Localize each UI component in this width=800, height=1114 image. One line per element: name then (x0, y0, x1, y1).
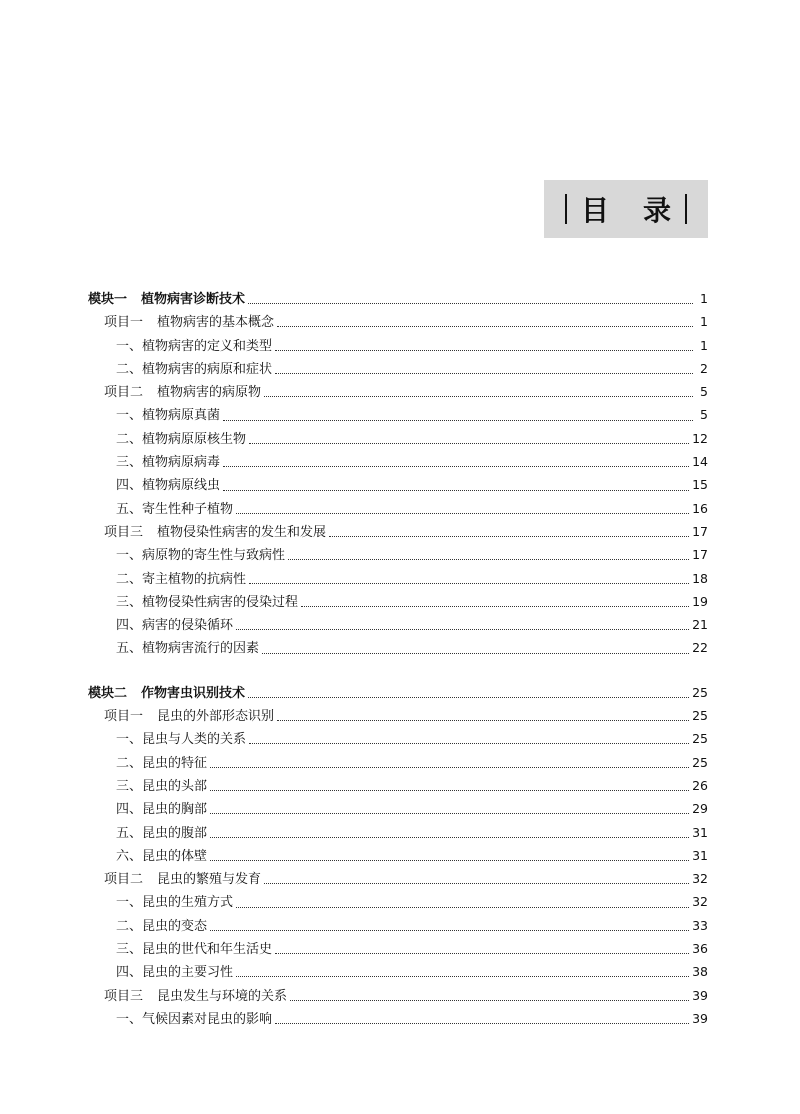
toc-entry-title: 植物病害诊断技术 (141, 292, 246, 307)
toc-subsection-entry[interactable] (88, 590, 708, 613)
toc-page-number: 12 (692, 430, 708, 446)
toc-entry-label (116, 961, 233, 984)
toc-page-number: 14 (692, 454, 708, 470)
toc-entry-label (116, 568, 246, 591)
toc-subsection-entry[interactable] (88, 357, 708, 380)
toc-project-entry[interactable] (88, 867, 708, 890)
toc-subsection-entry[interactable] (88, 613, 708, 636)
toc-page-number: 1 (700, 337, 708, 353)
toc-entry-number: 项目一 (104, 315, 144, 331)
dot-leader (249, 435, 689, 444)
toc-page-number: 32 (692, 894, 708, 910)
dot-leader (210, 852, 689, 861)
table-of-contents (88, 287, 708, 1030)
toc-subsection-entry[interactable] (88, 821, 708, 844)
toc-page-number: 17 (692, 523, 708, 539)
toc-subsection-entry[interactable] (88, 727, 708, 750)
toc-page-number: 29 (692, 801, 708, 817)
toc-entry-title: 二、植物病害的病原和症状 (116, 361, 273, 377)
toc-page-number: 18 (692, 570, 708, 586)
toc-entry-title: 五、植物病害流行的因素 (116, 641, 260, 657)
toc-subsection-entry[interactable] (88, 473, 708, 496)
dot-leader (264, 875, 689, 884)
toc-page-number: 39 (692, 1010, 708, 1026)
toc-page-number: 25 (692, 754, 708, 770)
toc-entry-title: 植物侵染性病害的发生和发展 (157, 524, 327, 540)
dot-leader (248, 689, 689, 698)
toc-entry-title: 四、植物病原线虫 (116, 478, 221, 494)
toc-entry-title: 三、昆虫的头部 (116, 778, 208, 794)
toc-entry-number: 项目二 (104, 385, 144, 401)
toc-page-number: 19 (692, 593, 708, 609)
toc-subsection-entry[interactable] (88, 751, 708, 774)
dot-leader (275, 365, 693, 374)
toc-entry-label (116, 637, 259, 660)
toc-entry-label (116, 752, 207, 775)
toc-entry-title: 植物病害的病原物 (157, 385, 262, 401)
toc-entry-label (88, 682, 245, 705)
toc-subsection-entry[interactable] (88, 960, 708, 983)
title-bar-left (565, 194, 567, 224)
toc-entry-number: 模块二 (88, 685, 128, 701)
toc-page-number: 31 (692, 847, 708, 863)
toc-entry-label (104, 985, 287, 1008)
toc-page-number: 17 (692, 547, 708, 563)
toc-entry-label (104, 521, 326, 544)
toc-entry-label (116, 1008, 272, 1031)
toc-subsection-entry[interactable] (88, 427, 708, 450)
toc-page-number: 5 (700, 407, 708, 423)
dot-leader (275, 342, 693, 351)
toc-entry-label (116, 591, 298, 614)
toc-entry-title: 一、植物病害的定义和类型 (116, 338, 273, 354)
toc-subsection-entry[interactable] (88, 567, 708, 590)
toc-entry-label (116, 915, 207, 938)
toc-page-number: 25 (692, 731, 708, 747)
toc-entry-number: 模块一 (88, 292, 128, 307)
toc-entry-title: 二、植物病原原核生物 (116, 431, 247, 447)
toc-page-number: 21 (692, 617, 708, 633)
toc-project-entry[interactable] (88, 984, 708, 1007)
toc-entry-label (116, 822, 207, 845)
dot-leader (248, 295, 693, 304)
toc-subsection-entry[interactable] (88, 403, 708, 426)
toc-page-number: 1 (700, 314, 708, 330)
toc-subsection-entry[interactable] (88, 543, 708, 566)
dot-leader (236, 899, 689, 908)
toc-page-number: 22 (692, 640, 708, 656)
dot-leader (264, 388, 693, 397)
dot-leader (277, 712, 689, 721)
toc-page-number: 38 (692, 964, 708, 980)
toc-entry-number: 项目三 (104, 988, 144, 1004)
toc-subsection-entry[interactable] (88, 797, 708, 820)
toc-entry-title: 一、病原物的寄生性与致病性 (116, 548, 286, 564)
toc-entry-title: 二、昆虫的特征 (116, 755, 208, 771)
dot-leader (236, 968, 689, 977)
toc-entry-title: 昆虫的繁殖与发育 (157, 872, 262, 888)
toc-entry-label (116, 775, 207, 798)
dot-leader (288, 551, 689, 560)
toc-entry-label (116, 404, 220, 427)
toc-subsection-entry[interactable] (88, 937, 708, 960)
toc-entry-label (116, 474, 220, 497)
toc-entry-title: 四、昆虫的胸部 (116, 802, 208, 818)
toc-page-number: 39 (692, 987, 708, 1003)
dot-leader (223, 482, 689, 491)
toc-entry-title: 植物病害的基本概念 (157, 315, 275, 331)
toc-entry-number: 项目二 (104, 872, 144, 888)
dot-leader (275, 945, 689, 954)
toc-entry-label (116, 451, 220, 474)
toc-entry-label (104, 311, 274, 334)
toc-page-number: 25 (692, 684, 708, 700)
toc-page-number: 15 (692, 477, 708, 493)
toc-entry-label (104, 705, 274, 728)
toc-subsection-entry[interactable] (88, 497, 708, 520)
toc-entry-title: 一、气候因素对昆虫的影响 (116, 1011, 273, 1027)
toc-subsection-entry[interactable] (88, 334, 708, 357)
toc-entry-title: 六、昆虫的体壁 (116, 848, 208, 864)
toc-entry-title: 五、昆虫的腹部 (116, 825, 208, 841)
toc-page-number: 5 (700, 384, 708, 400)
toc-entry-title: 一、昆虫与人类的关系 (116, 732, 247, 748)
toc-entry-label (104, 868, 261, 891)
toc-title-char-2: 录 (643, 194, 672, 227)
dot-leader (210, 805, 689, 814)
dot-leader (275, 1015, 689, 1024)
dot-leader (301, 598, 689, 607)
toc-entry-title: 二、寄主植物的抗病性 (116, 571, 247, 587)
toc-page-number: 32 (692, 871, 708, 887)
toc-entry-label (116, 358, 272, 381)
toc-module-entry[interactable] (88, 681, 708, 704)
toc-entry-title: 昆虫的外部形态识别 (157, 709, 275, 725)
toc-entry-number: 项目三 (104, 524, 144, 540)
dot-leader (262, 645, 689, 654)
dot-leader (249, 575, 689, 584)
toc-entry-label (116, 544, 285, 567)
toc-entry-title: 三、植物病原病毒 (116, 455, 221, 471)
toc-entry-number: 项目一 (104, 709, 144, 725)
toc-project-entry[interactable] (88, 704, 708, 727)
toc-entry-title: 昆虫发生与环境的关系 (157, 988, 288, 1004)
toc-project-entry[interactable] (88, 380, 708, 403)
dot-leader (329, 528, 689, 537)
toc-entry-title: 三、昆虫的世代和年生活史 (116, 942, 273, 958)
toc-entry-title: 四、病害的侵染循环 (116, 618, 234, 634)
toc-entry-title: 一、昆虫的生殖方式 (116, 895, 234, 911)
dot-leader (277, 318, 693, 327)
toc-page-number: 33 (692, 917, 708, 933)
toc-page-number: 2 (700, 360, 708, 376)
toc-entry-title: 作物害虫识别技术 (141, 685, 246, 701)
toc-entry-title: 一、植物病原真菌 (116, 408, 221, 424)
toc-entry-label (88, 288, 245, 311)
dot-leader (290, 992, 689, 1001)
toc-project-entry[interactable] (88, 520, 708, 543)
toc-subsection-entry[interactable] (88, 1007, 708, 1030)
dot-leader (210, 782, 689, 791)
toc-entry-label (116, 798, 207, 821)
toc-entry-title: 三、植物侵染性病害的侵染过程 (116, 594, 299, 610)
toc-subsection-entry[interactable] (88, 774, 708, 797)
toc-entry-title: 五、寄生性种子植物 (116, 501, 234, 517)
dot-leader (236, 621, 689, 630)
toc-entry-label (116, 614, 233, 637)
dot-leader (210, 759, 689, 768)
toc-subsection-entry[interactable] (88, 890, 708, 913)
toc-page-number: 31 (692, 824, 708, 840)
toc-entry-title: 二、昆虫的变态 (116, 918, 208, 934)
dot-leader (223, 412, 693, 421)
toc-subsection-entry[interactable] (88, 636, 708, 659)
dot-leader (236, 505, 689, 514)
toc-title (544, 180, 708, 238)
toc-entry-label (116, 845, 207, 868)
toc-entry-title: 四、昆虫的主要习性 (116, 965, 234, 981)
toc-entry-label (116, 891, 233, 914)
toc-subsection-entry[interactable] (88, 844, 708, 867)
toc-subsection-entry[interactable] (88, 914, 708, 937)
toc-page-number: 25 (692, 708, 708, 724)
dot-leader (210, 922, 689, 931)
toc-page-number: 26 (692, 777, 708, 793)
toc-project-entry[interactable] (88, 310, 708, 333)
toc-entry-label (116, 498, 233, 521)
toc-page-number: 36 (692, 941, 708, 957)
toc-entry-label (104, 381, 261, 404)
toc-entry-label (116, 335, 272, 358)
toc-title-char-1: 目 (580, 194, 609, 227)
toc-subsection-entry[interactable] (88, 450, 708, 473)
toc-entry-label (116, 428, 246, 451)
toc-entry-label (116, 938, 272, 961)
toc-entry-label (116, 728, 246, 751)
dot-leader (249, 735, 689, 744)
title-bar-right (685, 194, 687, 224)
toc-page-number: 16 (692, 500, 708, 516)
toc-page-number: 1 (700, 291, 708, 306)
dot-leader (223, 458, 689, 467)
dot-leader (210, 829, 689, 838)
toc-module-entry[interactable] (88, 287, 708, 310)
